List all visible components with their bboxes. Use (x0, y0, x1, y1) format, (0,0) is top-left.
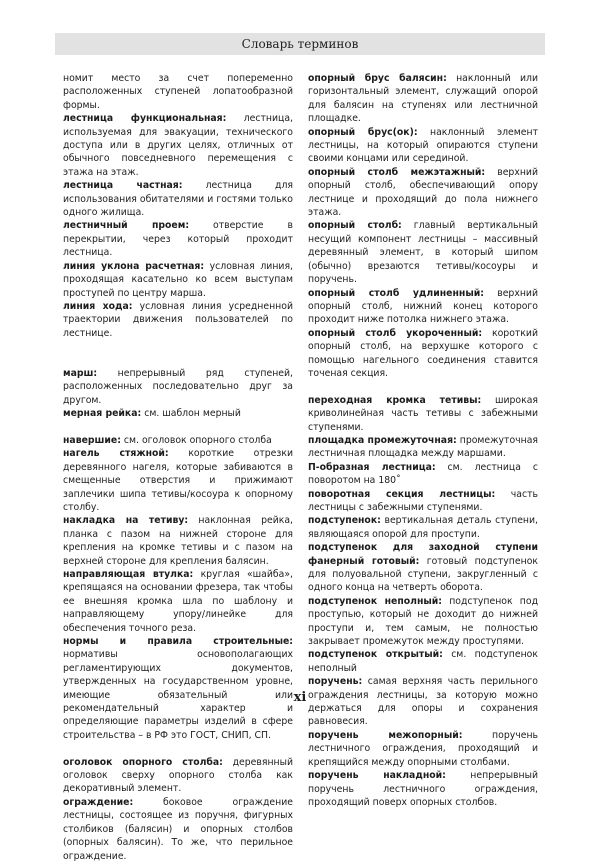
glossary-term: П-образная лестница: (308, 461, 436, 473)
running-header (55, 33, 545, 55)
glossary-entry: поручень межопорный: поручень лестничного ограждения, проходящий и крепящийся между опорными столбами. (308, 729, 538, 768)
glossary-entry: опорный брус балясин: наклонный или горизонтальный элемент, служащий опорой для балясин на ступенях или лестничной площадке. (308, 73, 538, 125)
glossary-term: оголовок опорного столба: (63, 756, 223, 768)
glossary-term: ограждение: (63, 796, 134, 808)
glossary-entry: площадка промежуточная: промежуточная лестничная площадка между маршами. (308, 434, 538, 460)
left-column (63, 72, 293, 863)
glossary-entry: линия уклона расчетная: условная линия, проходящая касательно ко всем выступам проступей по центру марша. (63, 260, 293, 299)
glossary-term: марш: (63, 367, 98, 379)
glossary-term: мерная рейка: (63, 408, 142, 420)
glossary-entry: переходная кромка тетивы: широкая криволинейная часть тетивы с забежными ступенями. (308, 394, 538, 433)
glossary-entry: номит место за счет попеременно расположенных ступеней лопатообразной формы. (63, 73, 293, 111)
glossary-term: площадка промежуточная: (308, 434, 457, 446)
glossary-entry: нормы и правила строительные: нормативы основополагающих регламентирующих документов, утвержденных на государственном уровне, имеющие обязательный или рекомендательный характер и определяющие параметры изделий в сфере строительства – в РФ это ГОСТ, СНИП, СП. (63, 636, 293, 741)
glossary-entry: опорный столб: главный вертикальный несущий компонент лестницы – массивный деревянный элемент, в который шипом (обычно) врезаются тетивы/косоуры и поручень. (308, 220, 538, 286)
glossary-term: линия уклона расчетная: (63, 260, 205, 272)
glossary-entry: подступенок: вертикальная деталь ступени, являющаяся опорой для проступи. (308, 515, 538, 540)
section-gap (308, 380, 538, 393)
header-title: Словарь терминов (241, 37, 359, 51)
glossary-term: опорный столб: (308, 220, 402, 232)
glossary-term: направляющая втулка: (63, 569, 194, 580)
glossary-entry: подступенок открытый: см. подступенок неполный (308, 649, 538, 674)
glossary-term: нормы и правила строительные: (63, 636, 293, 648)
glossary-term: линия хода: (63, 300, 133, 312)
section-gap (63, 742, 293, 755)
glossary-term: опорный брус балясин: (308, 73, 447, 84)
glossary-term: подступенок для заходной ступени фанерный готовый: (308, 542, 538, 567)
glossary-entry: подступенок для заходной ступени фанерный готовый: готовый подступенок для полуовальной ступени, закругленный с одного конца на четверть оборота. (308, 542, 538, 594)
glossary-term: поворотная секция лестницы: (308, 488, 496, 500)
glossary-term: лестница функциональная: (63, 113, 227, 125)
glossary-term: подступенок: (308, 515, 381, 527)
glossary-term: переходная кромка тетивы: (308, 394, 482, 406)
glossary-term: нагель стяжной: (63, 448, 169, 460)
section-gap (63, 340, 293, 367)
glossary-term: подступенок неполный: (308, 595, 443, 607)
glossary-entry: поворотная секция лестницы: часть лестницы с забежными ступенями. (308, 488, 538, 513)
glossary-term: опорный столб укороченный: (308, 327, 483, 339)
glossary-entry: нагель стяжной: короткие отрезки деревянного нагеля, которые забиваются в смещенные отверстия и прижимают заплечики шипа тетивы/косоура к опорному столбу. (63, 448, 293, 513)
section-gap (63, 421, 293, 434)
glossary-entry: мерная рейка: см. шаблон мерный (63, 408, 241, 420)
glossary-entry: поручень накладной: непрерывный поручень лестничного ограждения, проходящий поверх опорных столбов. (308, 770, 538, 808)
glossary-entry: навершие: см. оголовок опорного столба (63, 434, 272, 446)
glossary-entry: оголовок опорного столба: деревянный оголовок сверху опорного столба как декоративный элемент. (63, 756, 293, 795)
glossary-term: навершие: (63, 434, 121, 446)
page-number: xi (293, 690, 307, 705)
glossary-term: поручень межопорный: (308, 729, 463, 741)
glossary-entry: ограждение: боковое ограждение лестницы, состоящее из поручня, фигурных столбиков (балясин) и опорных столбов (опорных балясин). То же, что перильное ограждение. (63, 796, 293, 862)
glossary-entry: подступенок неполный: подступенок под проступью, который не доходит до нижней проступи и, тем самым, не полностью закрывает промежуток между проступями. (308, 595, 538, 648)
glossary-entry: П-образная лестница: см. лестница с поворотом на 180˚ (308, 461, 538, 487)
glossary-entry: опорный столб межэтажный: верхний опорный столб, обеспечивающий опору лестнице и проходящий до пола нижнего этажа. (308, 166, 538, 219)
glossary-term: накладка на тетиву: (63, 515, 189, 527)
glossary-entry: опорный столб удлиненный: верхний опорный столб, нижний конец которого проходит ниже потолка нижнего этажа. (308, 287, 538, 326)
glossary-term: лестница частная: (63, 180, 183, 192)
glossary-entry: лестница функциональная: лестница, используемая для эвакуации, технического доступа или в других целях, отличных от обычного повседневного перемещения с этажа на этаж. (63, 113, 293, 178)
glossary-term: поручень накладной: (308, 770, 446, 782)
glossary-term: лестничный проем: (63, 220, 190, 232)
glossary-entry: опорный брус(ок): наклонный элемент лестницы, на который опираются ступени своими концами или серединой. (308, 126, 538, 165)
glossary-entry: опорный столб укороченный: короткий опорный столб, на верхушке которого с помощью нагельного соединения ставится точеная секция. (308, 327, 539, 379)
glossary-term: подступенок открытый: (308, 649, 443, 661)
glossary-entry: лестничный проем: отверстие в перекрытии, через который проходит лестница. (63, 220, 293, 259)
glossary-entry: марш: непрерывный ряд ступеней, расположенных последовательно друг за другом. (63, 367, 293, 406)
glossary-term: опорный брус(ок): (308, 126, 418, 138)
glossary-entry: направляющая втулка: круглая «шайба», крепящаяся на основании фрезера, так чтобы ее внешняя кромка шла по шаблону и направляющему упору/линейке для обеспечения точного реза. (63, 569, 293, 634)
glossary-entry: лестница частная: лестница для использования обитателями и гостями только одного жилища. (63, 180, 293, 219)
glossary-term: поручень: (308, 676, 363, 688)
glossary-term: опорный столб межэтажный: (308, 166, 486, 178)
glossary-entry: линия хода: условная линия усредненной траектории движения пользователей по лестнице. (63, 300, 293, 339)
glossary-entry: накладка на тетиву: наклонная рейка, планка с пазом на нижней стороне для крепления на кромке тетивы и с пазом на верхней стороне для крепления балясин. (63, 515, 294, 567)
glossary-entry: поручень: самая верхняя часть перильного ограждения лестницы, за которую можно держаться для опоры и сохранения равновесия. (308, 676, 538, 728)
glossary-term: опорный столб удлиненный: (308, 287, 484, 299)
